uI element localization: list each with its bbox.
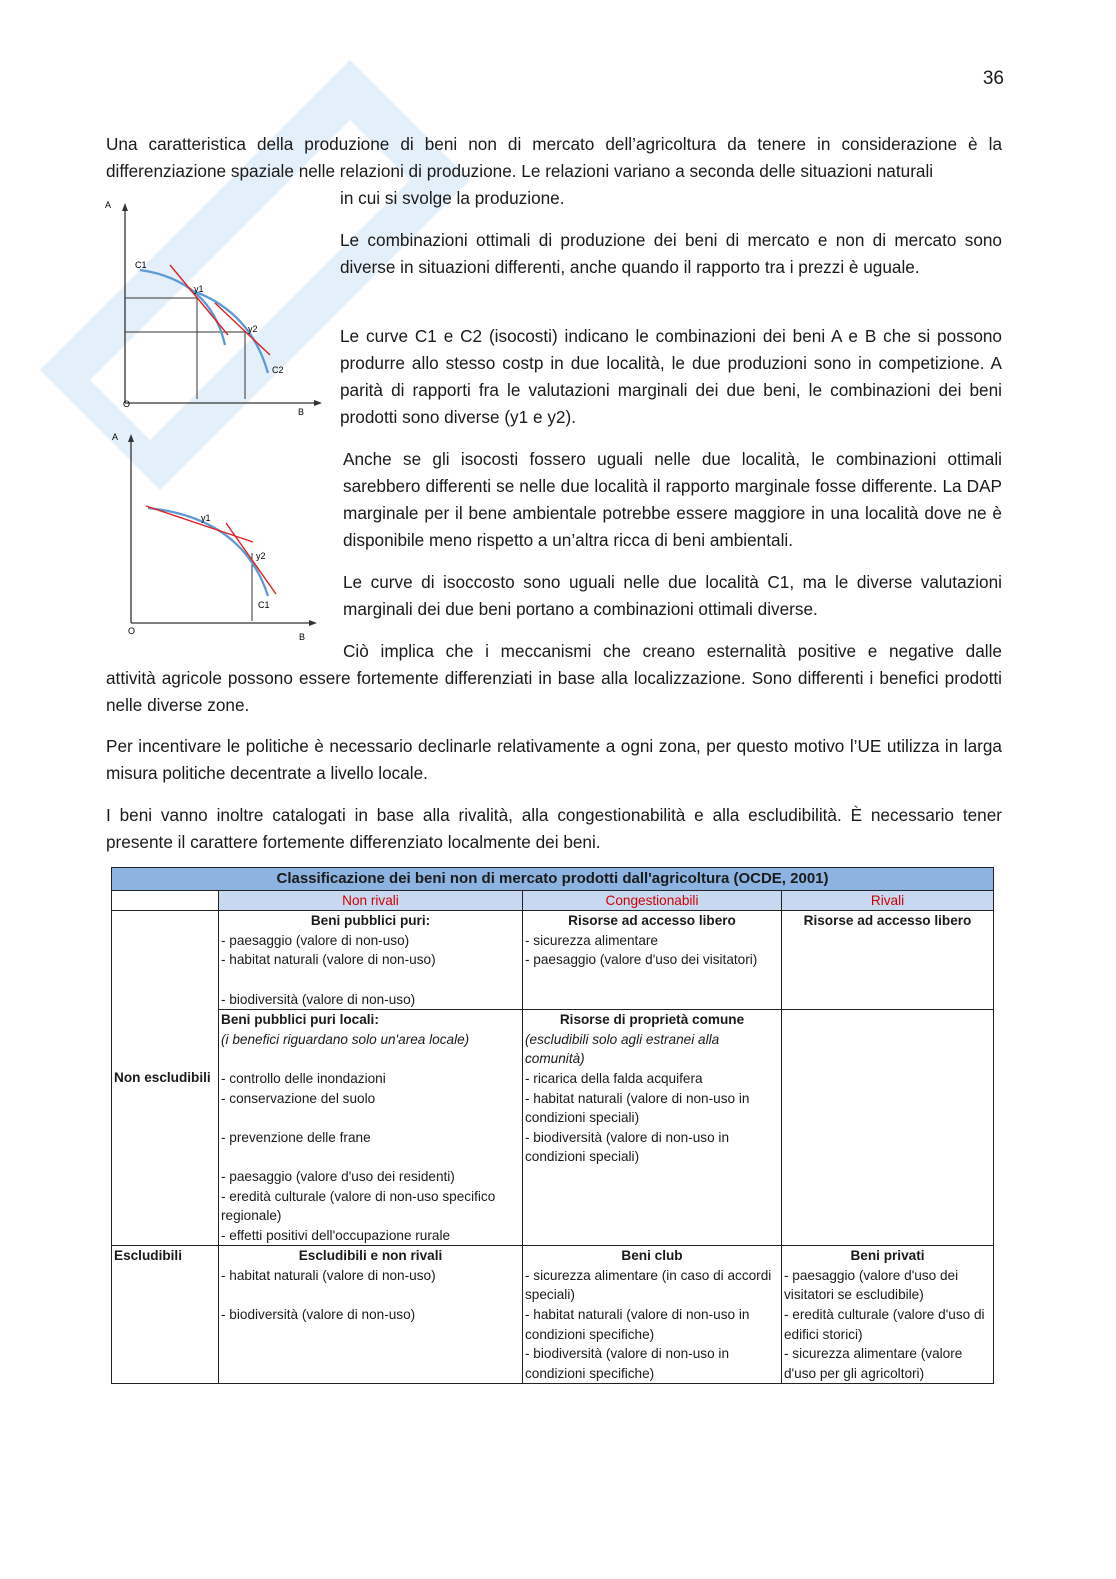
cell-heading: Beni pubblici puri: [310, 913, 431, 929]
cell-beni-privati [782, 1246, 994, 1384]
curve-label-c2: C2 [272, 365, 284, 375]
table-title: Classificazione dei beni non di mercato prodotti dall'agricoltura (OCDE, 2001) [112, 868, 994, 891]
x-axis-arrow [314, 400, 322, 406]
row-label-text: Escludibili [114, 1248, 182, 1264]
y-axis-arrow [122, 203, 128, 211]
isocost-figure-1 [100, 195, 330, 425]
list-item: - paesaggio (valore di non-uso) [221, 932, 410, 948]
axis-label-b: B [299, 632, 306, 642]
table-header-row [112, 890, 994, 911]
cell-beni-club [523, 1246, 782, 1384]
cell-escludibili-non-rivali [219, 1246, 523, 1384]
table-corner-cell [112, 890, 219, 911]
point-label-y1: y1 [201, 513, 211, 523]
cell-heading: Risorse di proprietà comune [559, 1012, 745, 1028]
paragraph-same-isocost: Le curve di isoccosto sono uguali nelle due località C1, ma le diverse valutazioni marginali dei due beni portano a combinazioni ottimali diverse. [343, 572, 1002, 619]
curve-c1 [140, 270, 225, 345]
point-label-y2: y2 [248, 324, 258, 334]
list-item: - habitat naturali (valore di non-uso) [221, 952, 436, 968]
isocost-figure-2 [108, 428, 323, 643]
list-item: - sicurezza alimentare [525, 932, 658, 948]
list-item: - biodiversità (valore di non-uso in condizioni speciali) [525, 1129, 730, 1165]
cell-risorse-proprieta-comune [523, 1010, 782, 1246]
cell-heading: Beni privati [850, 1248, 925, 1264]
cell-heading: Beni pubblici puri locali: [221, 1012, 379, 1028]
table-row [112, 911, 994, 1010]
cell-empty [782, 1010, 994, 1246]
classification-table [111, 867, 994, 1384]
paragraph-goods-classification: I beni vanno inoltre catalogati in base alla rivalità, alla congestionabilità e alla escludibilità. È necessario tener presente il carattere fortemente differenziato localmente dei beni. [106, 805, 1002, 852]
list-item: - biodiversità (valore di non-uso) [221, 1307, 416, 1323]
table-row [112, 1246, 994, 1384]
paragraph-isocost-curves: Le curve C1 e C2 (isocosti) indicano le combinazioni dei beni A e B che si possono produrre allo stesso costp in due località, le due produzioni sono in competizione. A parità di rapporti fra le valutazioni marginali dei due beni, le combinazioni dei beni prodotti sono diverse (y1 e y2). [340, 326, 1002, 427]
paragraph-marginal-ratio: Anche se gli isocosti fossero uguali nelle due località, le combinazioni ottimali sarebbero differenti se nelle due località il rapporto marginale fosse differente. La DAP marginale per il bene ambientale potrebbe essere maggiore in una località dove ne è disponibile meno rispetto a un’altra ricca di beni ambientali. [343, 449, 1002, 550]
list-item: - sicurezza alimentare (valore d'uso per gli agricoltori) [784, 1346, 963, 1381]
x-axis-arrow [309, 620, 317, 626]
page-number: 36 [982, 68, 1004, 89]
list-item: - habitat naturali (valore di non-uso) [221, 1267, 436, 1283]
cell-risorse-accesso-libero [523, 911, 782, 1010]
point-label-y2: y2 [256, 551, 266, 561]
row-label-non-escludibili [112, 911, 219, 1246]
axis-label-a: A [105, 200, 112, 210]
col-head-congestionabili: Congestionabili [523, 890, 782, 911]
cell-heading: Beni club [621, 1248, 683, 1264]
list-item: - habitat naturali (valore di non-uso in condizioni speciali) [525, 1090, 750, 1126]
cell-risorse-accesso-libero-rivali [782, 911, 994, 1010]
paragraph-externalities-first: Ciò implica che i meccanismi che creano esternalità positive e negative dalle [343, 641, 1002, 661]
row-label-escludibili [112, 1246, 219, 1384]
tangent-line [146, 506, 253, 542]
paragraph-intro-continued: in cui si svolge la produzione. [340, 188, 565, 208]
list-item: - biodiversità (valore di non-uso in condizioni specifiche) [525, 1346, 730, 1381]
col-head-rivali: Rivali [782, 890, 994, 911]
table-row [112, 1010, 994, 1246]
cell-beni-pubblici-locali [219, 1010, 523, 1246]
list-item: - ricarica della falda acquifera [525, 1070, 703, 1086]
paragraph-policies: Per incentivare le politiche è necessario declinarle relativamente a ogni zona, per questo motivo l’UE utilizza in larga misura politiche decentrate a livello locale. [106, 736, 1002, 783]
list-item: - conservazione del suolo [221, 1090, 376, 1106]
list-item: - paesaggio (valore d'uso dei residenti) [221, 1168, 455, 1184]
list-item: - paesaggio (valore d'uso dei visitatori se escludibile) [784, 1267, 959, 1303]
col-head-non-rivali: Non rivali [219, 890, 523, 911]
tangent-line [226, 523, 276, 594]
origin-label: O [123, 399, 131, 409]
y-axis-arrow [128, 434, 134, 442]
cell-note: (escludibili solo agli estranei alla comunità) [525, 1031, 720, 1067]
cell-beni-pubblici-puri [219, 911, 523, 1010]
list-item: - paesaggio (valore d'uso dei visitatori) [525, 952, 758, 968]
paragraph-externalities-rest: attività agricole possono essere fortemente differenziati in base alla localizzazione. Sono differenti i benefici prodotti nelle diverse zone. [106, 668, 1002, 715]
cell-heading: Risorse ad accesso libero [568, 913, 736, 929]
cell-note: (i benefici riguardano solo un'area locale) [221, 1031, 470, 1047]
list-item: - controllo delle inondazioni [221, 1070, 386, 1086]
axis-label-b: B [298, 407, 305, 417]
curve-label-c1: C1 [135, 260, 147, 270]
cell-heading: Risorse ad accesso libero [803, 913, 972, 929]
cell-heading: Escludibili e non rivali [298, 1248, 443, 1264]
list-item: - effetti positivi dell'occupazione rurale [221, 1227, 451, 1243]
origin-label: O [128, 626, 136, 636]
list-item: - sicurezza alimentare (in caso di accordi speciali) [525, 1267, 772, 1303]
row-label-text: Non escludibili [114, 1070, 211, 1086]
paragraph-intro: Una caratteristica della produzione di beni non di mercato dell’agricoltura da tenere in considerazione è la differenziazione spaziale nelle relazioni di produzione. Le relazioni variano a seconda delle situazioni naturali [106, 134, 1002, 181]
list-item: - eredità culturale (valore di non-uso specifico regionale) [221, 1188, 496, 1224]
list-item: - biodiversità (valore di non-uso) [221, 991, 416, 1007]
point-label-y1: y1 [194, 284, 204, 294]
list-item: - habitat naturali (valore di non-uso in condizioni specifiche) [525, 1307, 750, 1342]
table-title-row [112, 868, 994, 891]
list-item: - prevenzione delle frane [221, 1129, 371, 1145]
paragraph-optimal-combinations: Le combinazioni ottimali di produzione dei beni di mercato e non di mercato sono diverse in situazioni differenti, anche quando il rapporto tra i prezzi è uguale. [340, 230, 1002, 277]
axis-label-a: A [112, 432, 119, 442]
tangent-line [170, 265, 228, 335]
list-item: - eredità culturale (valore d'uso di edifici storici) [784, 1307, 985, 1342]
curve-label-c1: C1 [258, 600, 270, 610]
